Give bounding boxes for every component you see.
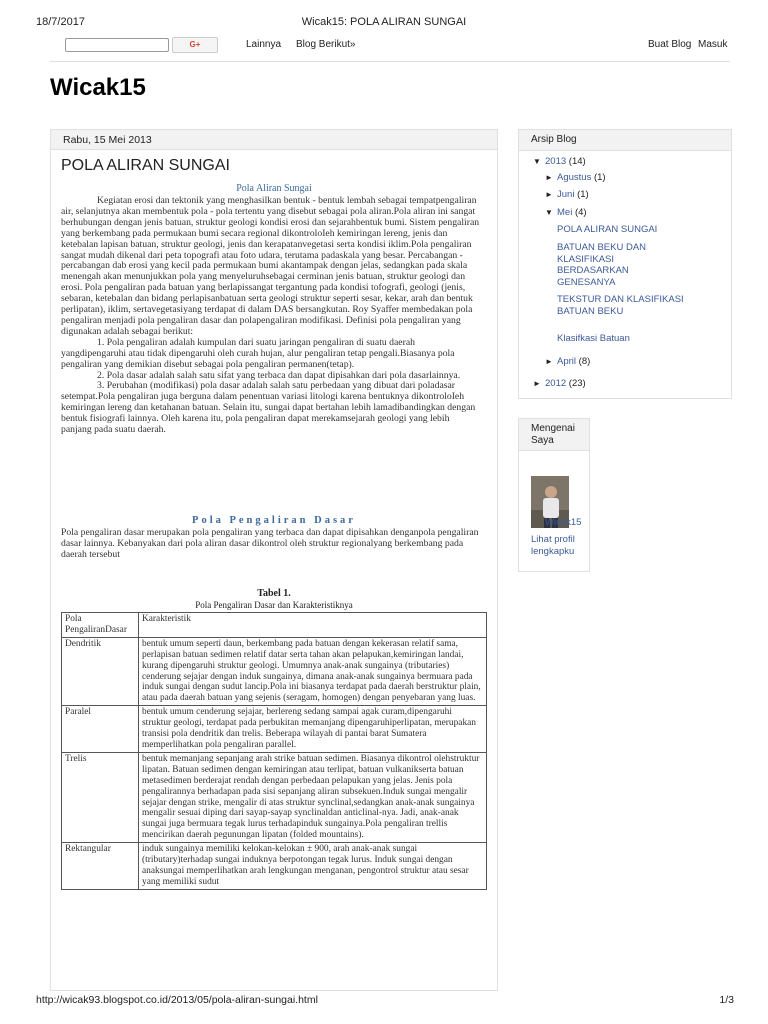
table-cell-pattern: Paralel: [62, 706, 139, 753]
archive-mei[interactable]: [545, 207, 587, 218]
archive-agustus-link[interactable]: Agustus: [557, 172, 592, 183]
blog-archive-widget: [518, 129, 732, 399]
archive-juni-link[interactable]: Juni: [557, 189, 575, 200]
table-header-cell: Karakteristik: [139, 613, 487, 638]
archive-count: (1): [577, 189, 589, 200]
archive-post-link[interactable]: TEKSTUR DAN KLASIFIKASI BATUAN BEKU: [557, 294, 684, 317]
post-body: [61, 196, 481, 436]
table-cell-description: bentuk umum cenderung sejajar, berlereng sedang sampai agak curam,dipengaruhi struktur geologi, terdapat pada perbukitan memanjang dipengaruhiperlipatan, merupakan transisi pola dendritik dan trelis. Beberapa wilayah di pantai barat Sumatera memperlihatkan pola pengaliran parallel.: [139, 706, 487, 753]
archive-2013[interactable]: [533, 156, 586, 167]
table-header-row: [62, 613, 487, 638]
collapsed-triangle-icon[interactable]: ►: [533, 379, 541, 388]
table-cell-pattern: Trelis: [62, 752, 139, 842]
subheading-pola-aliran: Pola Aliran Sungai: [236, 183, 312, 194]
archive-count: (1): [593, 172, 606, 183]
google-plus-button[interactable]: G+: [172, 37, 218, 53]
post-title[interactable]: POLA ALIRAN SUNGAI: [61, 157, 230, 174]
create-blog-link[interactable]: Buat Blog: [648, 39, 692, 50]
next-blog-link[interactable]: Blog Berikut»: [296, 39, 356, 50]
paragraph-intro: Kegiatan erosi dan tektonik yang menghasilkan bentuk - bentuk lembah sebagai tempatpengaliran air, selanjutnya akan membentuk pola - pola tertentu yang disebut sebagai pola aliran.Pola aliran ini sangat berhubungan dengan jenis batuan, struktur geologi kondisi erosi dan sejarahbentuk bumi. Sistem pengaliran yang berkembang pada permukaan bumi secara regional dikontroloIeh kemiringan lereng, jenis dan ketebalan lapisan batuan, struktur geologi, jenis dan kerapatanvegetasi serta kondisi iklim.Pola pengaliran sangat mudah dikenal dari peta topografi atau foto udara, terutama padaskala yang besar. Percabangan - percabangan dab erosi yang kecil pada permukaan bumi akantampak dengan jelas, sedangkan pada skala menengah akan menunjukkan pola yang menyeluruhsebagai cerminan jenis batuan, struktur geologi dan erosi. Pola pengaliran pada batuan yang berlapissangat tergantung pada kondisi tofografi, geologi (jenis, sebaran, ketebalan dan bidang perlapisanbatuan serta geologi struktur seperti sesar, kekar, arah dan bentuk perlipatan), iklim, sertavegetasiyang terdapat di dalam DAS bersangkutan. Roy Syaffer membedakan pola pengaliran menjadi pola pengaliran dasar dan polapengaliran modifikasi. Definisi pola pengaliran yang digunakan adalah sebagai berikut:: [61, 195, 480, 337]
table-cell-pattern: Rektangular: [62, 843, 139, 890]
print-page-number: 1/3: [719, 994, 734, 1006]
print-date: 18/7/2017: [36, 16, 85, 28]
table-cell-description: induk sungainya memiliki kelokan-kelokan ± 900, arah anak-anak sungai (tributary)terhadap sungai induknya berpotongan tegak lurus. Induk sungai dengan anaksungai memperlihatkan arah lengkungan menganan, pengontrol struktur atau sesar yang memiliki sudut: [139, 843, 487, 890]
expanded-triangle-icon[interactable]: ▼: [533, 157, 541, 166]
archive-juni[interactable]: [545, 189, 589, 200]
view-profile-link[interactable]: Lihat profil lengkapku: [531, 534, 575, 557]
about-title: Mengenai Saya: [519, 419, 589, 451]
paragraph-dasar-wrap: [61, 528, 481, 561]
navbar-divider: [50, 61, 730, 62]
archive-april-link[interactable]: April: [557, 356, 577, 367]
archive-2012-link[interactable]: 2012: [545, 378, 567, 389]
table-cell-pattern: Dendritik: [62, 637, 139, 705]
collapsed-triangle-icon[interactable]: ►: [545, 173, 553, 182]
collapsed-triangle-icon[interactable]: ►: [545, 357, 553, 366]
archive-count: (4): [574, 207, 587, 218]
definition-item-1: 1. Pola pengaliran adalah kumpulan dari suatu jaringan pengaliran di suatu daerah yangdipengaruhi atau tidak dipengaruhi oleh curah hujan, alur pengaliran tetap pengali.Biasanya pola pengaliran yang demikian disebut sebagai pola pengaliran permanen(tetap).: [61, 336, 455, 370]
archive-2012[interactable]: [533, 378, 586, 389]
definition-item-3: 3. Perubahan (modifikasi) pola dasar adalah salah satu perbedaan yang dibuat dari poladasar setempat.Pola pengaliran juga berguna dalam penentuan variasi litologi karena bentuknya dikontroloIeh kemiringan lereng dan ketahanan batuan. Selain itu, sungai dapat bertahan lebih lamadibandingkan dengan bentuk fisiografi lainnya. Oleh karena itu, pola pengaliran dapat merekamsejarah geologi yang lebih panjang pada suatu daerah.: [61, 380, 476, 436]
archive-count: (8): [578, 356, 591, 367]
archive-count: (14): [568, 156, 586, 167]
table-subtitle: Pola Pengaliran Dasar dan Karakteristiknya: [195, 600, 353, 610]
table-row: [62, 752, 487, 842]
post-container: [50, 129, 498, 991]
table-cell-description: bentuk umum seperti daun, berkembang pada batuan dengan kekerasan relatif sama, perlapisan batuan sedimen relatif datar serta tahan akan pelapukan,kemiringan landai, kurang dipengaruhi struktur geologi. Umumnya anak-anak sungainya (tributaries) cenderung sejajar dengan induk sungainya, dimana anak-anak sungainya bermuara pada induk sungai dengan sudut lancip.Pola ini biasanya terdapat pada daerah berstruktur plain, atau pada daerah batuan yang sejenis (seragam, homogen) dengan penyebaran yang luas.: [139, 637, 487, 705]
archive-april[interactable]: [545, 356, 590, 367]
definition-item-2: 2. Pola dasar adalah salah satu sifat yang terbaca dan dapat dipisahkan dari pola dasarlainnya.: [97, 369, 461, 381]
table-header-cell: Pola PengaliranDasar: [62, 613, 139, 638]
expanded-triangle-icon[interactable]: ▼: [545, 208, 553, 217]
archive-post-link[interactable]: POLA ALIRAN SUNGAI: [557, 224, 658, 235]
archive-agustus[interactable]: [545, 172, 606, 183]
table-title: Tabel 1.: [257, 588, 291, 599]
table-cell-description: bentuk memanjang sepanjang arah strike batuan sedimen. Biasanya dikontrol olehstruktur lipatan. Batuan sedimen dengan kemiringan atau terlipat, batuan vulkanikserta batuan metasedimen berderajat rendah dengan perbedaan pelapukan yang jelas. Jenis pola pengalirannya berhadapan pada sisi sepanjang aliran subsekuen.Induk sungai mengalir sejajar dengan strike, mengalir di atas struktur synclinal,sedangkan anak-anak sungainya mengalir sesuai diping dari sayap-sayap synclinaldan anticlinal-nya. Jadi, anak-anak sungai juga bermuara tegak lurus terhadapinduk sungainya.Pola pengaliran trellis mencirikan daerah pegunungan lipatan (folded mountains).: [139, 752, 487, 842]
print-url: http://wicak93.blogspot.co.id/2013/05/pola-aliran-sungai.html: [36, 994, 318, 1006]
archive-post-link[interactable]: BATUAN BEKU DAN KLASIFIKASI BERDASARKAN GENESANYA: [557, 242, 647, 288]
archive-count: (23): [568, 378, 586, 389]
table-row: [62, 843, 487, 890]
characteristics-table: [61, 612, 487, 890]
archive-title: Arsip Blog: [519, 130, 731, 151]
sign-in-link[interactable]: Masuk: [698, 39, 728, 50]
table-row: [62, 637, 487, 705]
more-link[interactable]: Lainnya: [246, 39, 282, 50]
author-name-link[interactable]: Wicak15: [545, 517, 582, 528]
blogger-navbar: [50, 36, 730, 56]
collapsed-triangle-icon[interactable]: ►: [545, 190, 553, 199]
archive-mei-link[interactable]: Mei: [557, 207, 573, 218]
paragraph-dasar: Pola pengaliran dasar merupakan pola pengaliran yang terbaca dan dapat dipisahkan denganpola pengaliran dasar lainnya. Kebanyakan dari pola aliran dasar dikontrol oleh struktur regionalyang berkembang pada daerah tersebut: [61, 527, 479, 560]
print-title: Wicak15: POLA ALIRAN SUNGAI: [301, 16, 467, 28]
table-row: [62, 706, 487, 753]
archive-post-link[interactable]: Klasifkasi Batuan: [557, 333, 630, 344]
subheading-pola-dasar: Pola Pengaliran Dasar: [192, 515, 356, 526]
post-date: Rabu, 15 Mei 2013: [51, 130, 497, 150]
archive-2013-link[interactable]: 2013: [545, 156, 567, 167]
search-input[interactable]: [65, 38, 169, 52]
blog-title[interactable]: Wicak15: [50, 74, 146, 101]
